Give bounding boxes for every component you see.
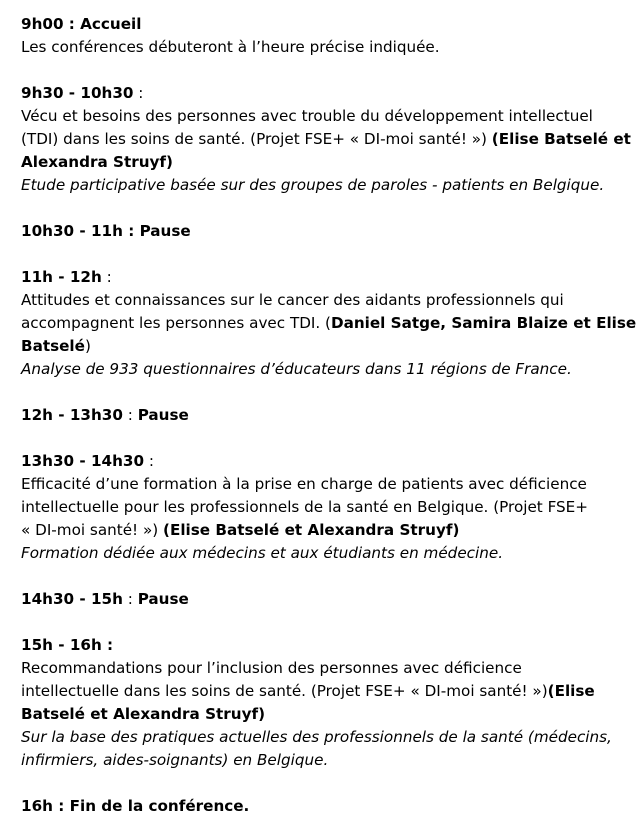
session-vecu-besoins xyxy=(21,82,636,197)
session-title-line: Attitudes et connaissances sur le cancer des aidants professionnels qui xyxy=(21,291,564,309)
session-title: Pause xyxy=(137,590,189,608)
session-accueil xyxy=(21,13,636,59)
session-time: 9h30 - 10h30 xyxy=(21,84,134,102)
session-time: 9h00 xyxy=(21,15,64,33)
session-note: infirmiers, aides-soignants) en Belgique. xyxy=(21,751,329,769)
session-separator: : xyxy=(122,222,140,240)
session-separator: : xyxy=(122,590,138,608)
session-title-line xyxy=(21,680,636,703)
session-title-line: intellectuelle pour les professionnels de la santé en Belgique. (Projet FSE+ xyxy=(21,498,589,516)
session-time: 11h - 12h xyxy=(21,268,102,286)
session-fin xyxy=(21,795,636,818)
session-heading: 15h - 16h : xyxy=(21,636,114,654)
session-attitudes-cancer xyxy=(21,266,636,381)
session-heading xyxy=(21,266,636,289)
session-title-line xyxy=(21,128,636,151)
session-title: Accueil xyxy=(80,15,142,33)
session-time: 12h - 13h30 xyxy=(21,406,123,424)
session-separator: : xyxy=(63,15,81,33)
session-pause-1 xyxy=(21,220,636,243)
session-separator: : xyxy=(101,268,112,286)
session-authors: Batselé et Alexandra Struyf) xyxy=(21,705,266,723)
session-authors-close: ) xyxy=(84,337,91,355)
session-separator: : xyxy=(52,797,70,815)
session-pause-2 xyxy=(21,404,636,427)
session-time: 16h xyxy=(21,797,53,815)
session-time: 14h30 - 15h xyxy=(21,590,123,608)
session-authors: Batselé xyxy=(21,337,85,355)
session-time: 10h30 - 11h xyxy=(21,222,123,240)
session-title-line: Efficacité d’une formation à la prise en charge de patients avec déficience xyxy=(21,475,587,493)
session-separator: : xyxy=(144,452,154,470)
session-note: Analyse de 933 questionnaires d’éducateurs dans 11 régions de France. xyxy=(21,360,572,378)
session-heading xyxy=(21,82,636,105)
session-heading xyxy=(21,795,636,818)
session-note: Formation dédiée aux médecins et aux étudiants en médecine. xyxy=(21,544,504,562)
session-authors: (Elise xyxy=(547,682,595,700)
session-note: Sur la base des pratiques actuelles des professionnels de la santé (médecins, xyxy=(21,728,612,746)
session-formation xyxy=(21,450,636,565)
session-authors: Daniel Satge, Samira Blaize et Elise xyxy=(330,314,637,332)
session-authors: (Elise Batselé et Alexandra Struyf) xyxy=(163,521,460,539)
session-authors: Alexandra Struyf) xyxy=(21,153,173,171)
session-authors-line xyxy=(21,335,636,358)
session-title-text: intellectuelle dans les soins de santé. (Projet FSE+ « DI-moi santé! ») xyxy=(21,682,548,700)
session-title-line xyxy=(21,312,636,335)
session-title-line: Recommandations pour l’inclusion des personnes avec déficience xyxy=(21,659,522,677)
session-note: Etude participative basée sur des groupes de paroles - patients en Belgique. xyxy=(21,176,605,194)
session-separator: : xyxy=(133,84,144,102)
session-title-text: accompagnent les personnes avec TDI. ( xyxy=(21,314,331,332)
session-heading xyxy=(21,404,636,427)
session-title-text: « DI-moi santé! ») xyxy=(21,521,164,539)
session-heading xyxy=(21,220,636,243)
session-time: 13h30 - 14h30 xyxy=(21,452,145,470)
session-title: Fin de la conférence. xyxy=(69,797,250,815)
session-heading xyxy=(21,13,636,36)
session-title-line: Vécu et besoins des personnes avec trouble du développement intellectuel xyxy=(21,107,593,125)
session-authors: (Elise Batselé et xyxy=(491,130,631,148)
session-title: Pause xyxy=(137,406,189,424)
session-heading xyxy=(21,450,636,473)
session-title-text: (TDI) dans les soins de santé. (Projet FSE+ « DI-moi santé! ») xyxy=(21,130,492,148)
session-heading xyxy=(21,588,636,611)
session-recommandations xyxy=(21,634,636,772)
session-title-line xyxy=(21,519,636,542)
session-separator: : xyxy=(122,406,138,424)
session-description: Les conférences débuteront à l’heure précise indiquée. xyxy=(21,38,440,56)
session-pause-3 xyxy=(21,588,636,611)
session-title: Pause xyxy=(139,222,191,240)
